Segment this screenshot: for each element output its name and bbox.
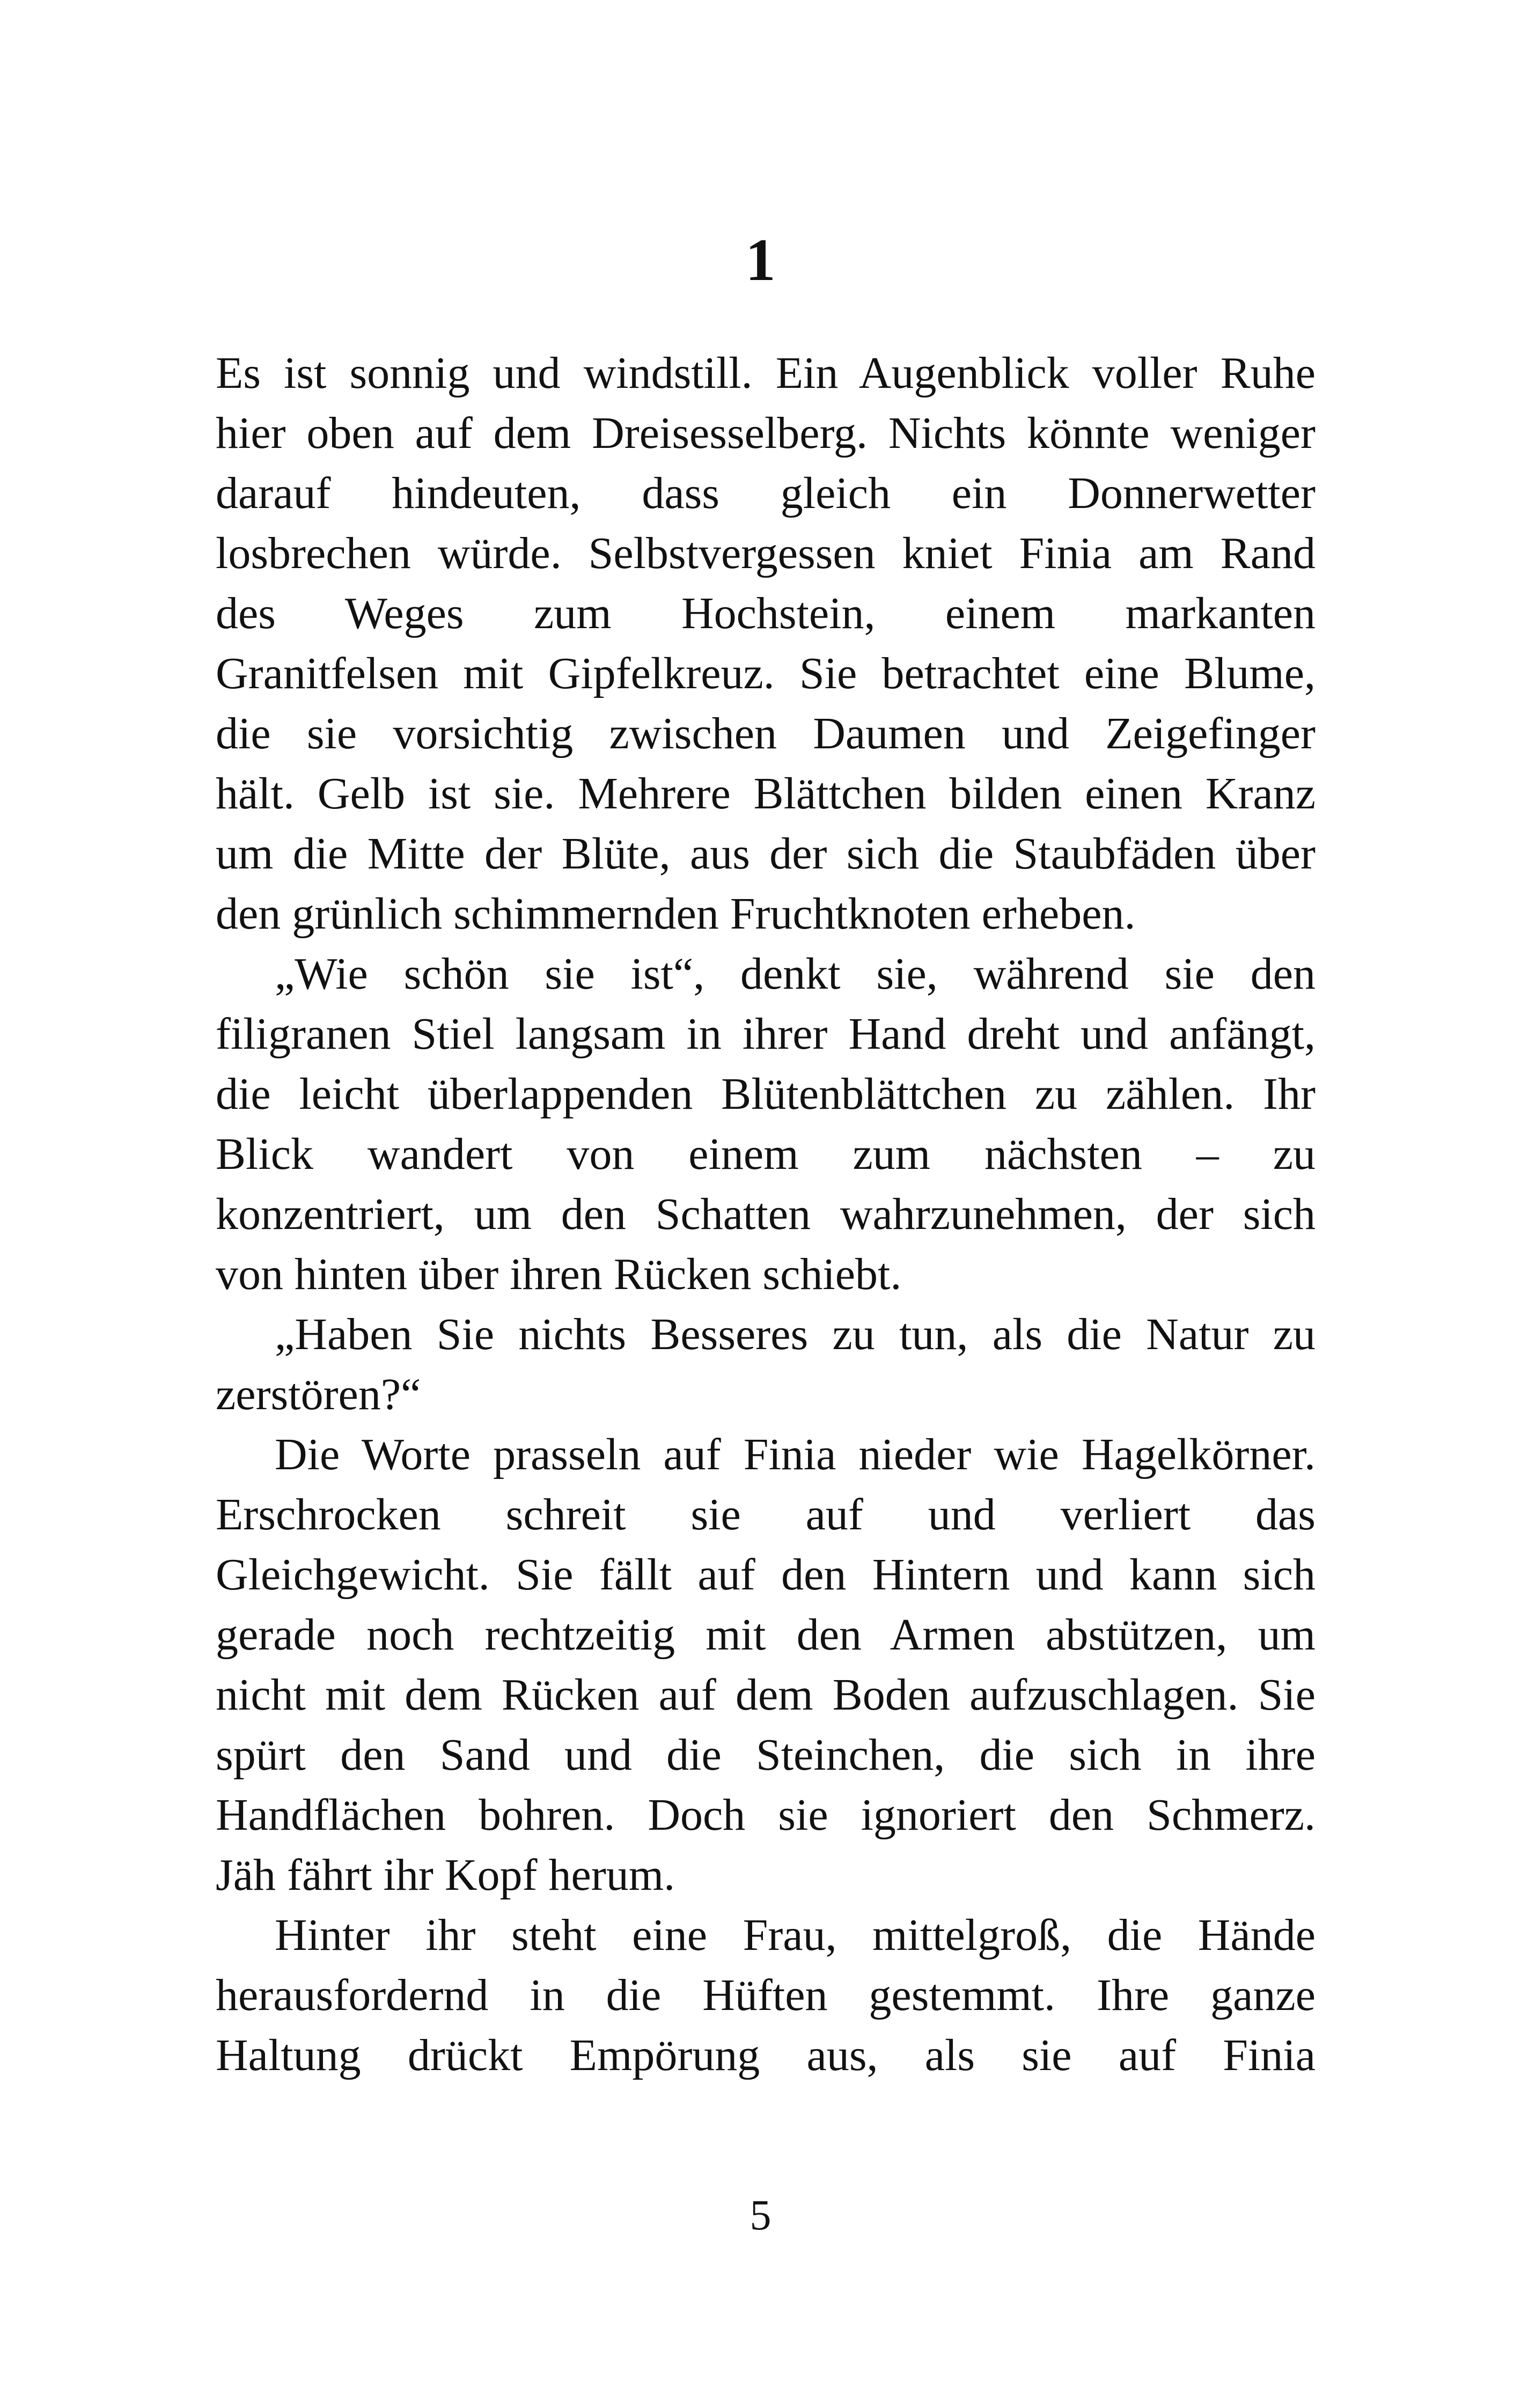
text-line: „Wie schön sie ist“, denkt sie, während sie den — [275, 949, 1316, 999]
body-text — [216, 343, 1316, 2086]
text-line: hält. Gelb ist sie. Mehrere Blättchen bilden einen Kranz — [216, 769, 1316, 819]
page-number: 5 — [750, 2192, 771, 2239]
text-line: die sie vorsichtig zwischen Daumen und Zeigefinger — [216, 709, 1316, 759]
text-line: Blick wandert von einem zum nächsten – zu — [216, 1129, 1316, 1179]
text-line: darauf hindeuten, dass gleich ein Donnerwetter — [216, 468, 1316, 518]
text-line: die leicht überlappenden Blütenblättchen zu zählen. Ihr — [216, 1069, 1316, 1119]
text-line: zerstören?“ — [216, 1369, 421, 1419]
text-line: Granitfelsen mit Gipfelkreuz. Sie betrachtet eine Blume, — [216, 649, 1316, 698]
text-line: hier oben auf dem Dreisesselberg. Nichts könnte weniger — [216, 408, 1316, 458]
text-line: Gleichgewicht. Sie fällt auf den Hintern und kann sich — [216, 1550, 1316, 1600]
text-line: Erschrocken schreit sie auf und verliert das — [216, 1490, 1316, 1540]
text-line: spürt den Sand und die Steinchen, die sich in ihre — [216, 1730, 1316, 1780]
text-line: filigranen Stiel langsam in ihrer Hand dreht und anfängt, — [216, 1009, 1316, 1059]
text-line: Handflächen bohren. Doch sie ignoriert den Schmerz. — [216, 1790, 1316, 1840]
text-line: nicht mit dem Rücken auf dem Boden aufzuschlagen. Sie — [216, 1670, 1316, 1720]
text-line: herausfordernd in die Hüften gestemmt. Ihre ganze — [216, 1970, 1316, 2020]
text-line: Die Worte prasseln auf Finia nieder wie Hagelkörner. — [275, 1430, 1316, 1479]
text-line: Hinter ihr steht eine Frau, mittelgroß, die Hände — [275, 1910, 1316, 1960]
text-line: Es ist sonnig und windstill. Ein Augenblick voller Ruhe — [216, 348, 1316, 398]
text-line: losbrechen würde. Selbstvergessen kniet Finia am Rand — [216, 528, 1316, 578]
text-line: den grünlich schimmernden Fruchtknoten erheben. — [216, 889, 1136, 939]
text-line: Jäh fährt ihr Kopf herum. — [216, 1850, 675, 1900]
text-line: um die Mitte der Blüte, aus der sich die Staubfäden über — [216, 829, 1316, 879]
text-line: Haltung drückt Empörung aus, als sie auf Finia — [216, 2030, 1316, 2080]
text-line: gerade noch rechtzeitig mit den Armen abstützen, um — [216, 1610, 1316, 1660]
text-line: „Haben Sie nichts Besseres zu tun, als die Natur zu — [275, 1309, 1316, 1359]
chapter-number: 1 — [745, 227, 776, 293]
text-line: von hinten über ihren Rücken schiebt. — [216, 1249, 902, 1299]
text-line: des Weges zum Hochstein, einem markanten — [216, 588, 1316, 638]
text-line: konzentriert, um den Schatten wahrzunehmen, der sich — [216, 1189, 1316, 1239]
